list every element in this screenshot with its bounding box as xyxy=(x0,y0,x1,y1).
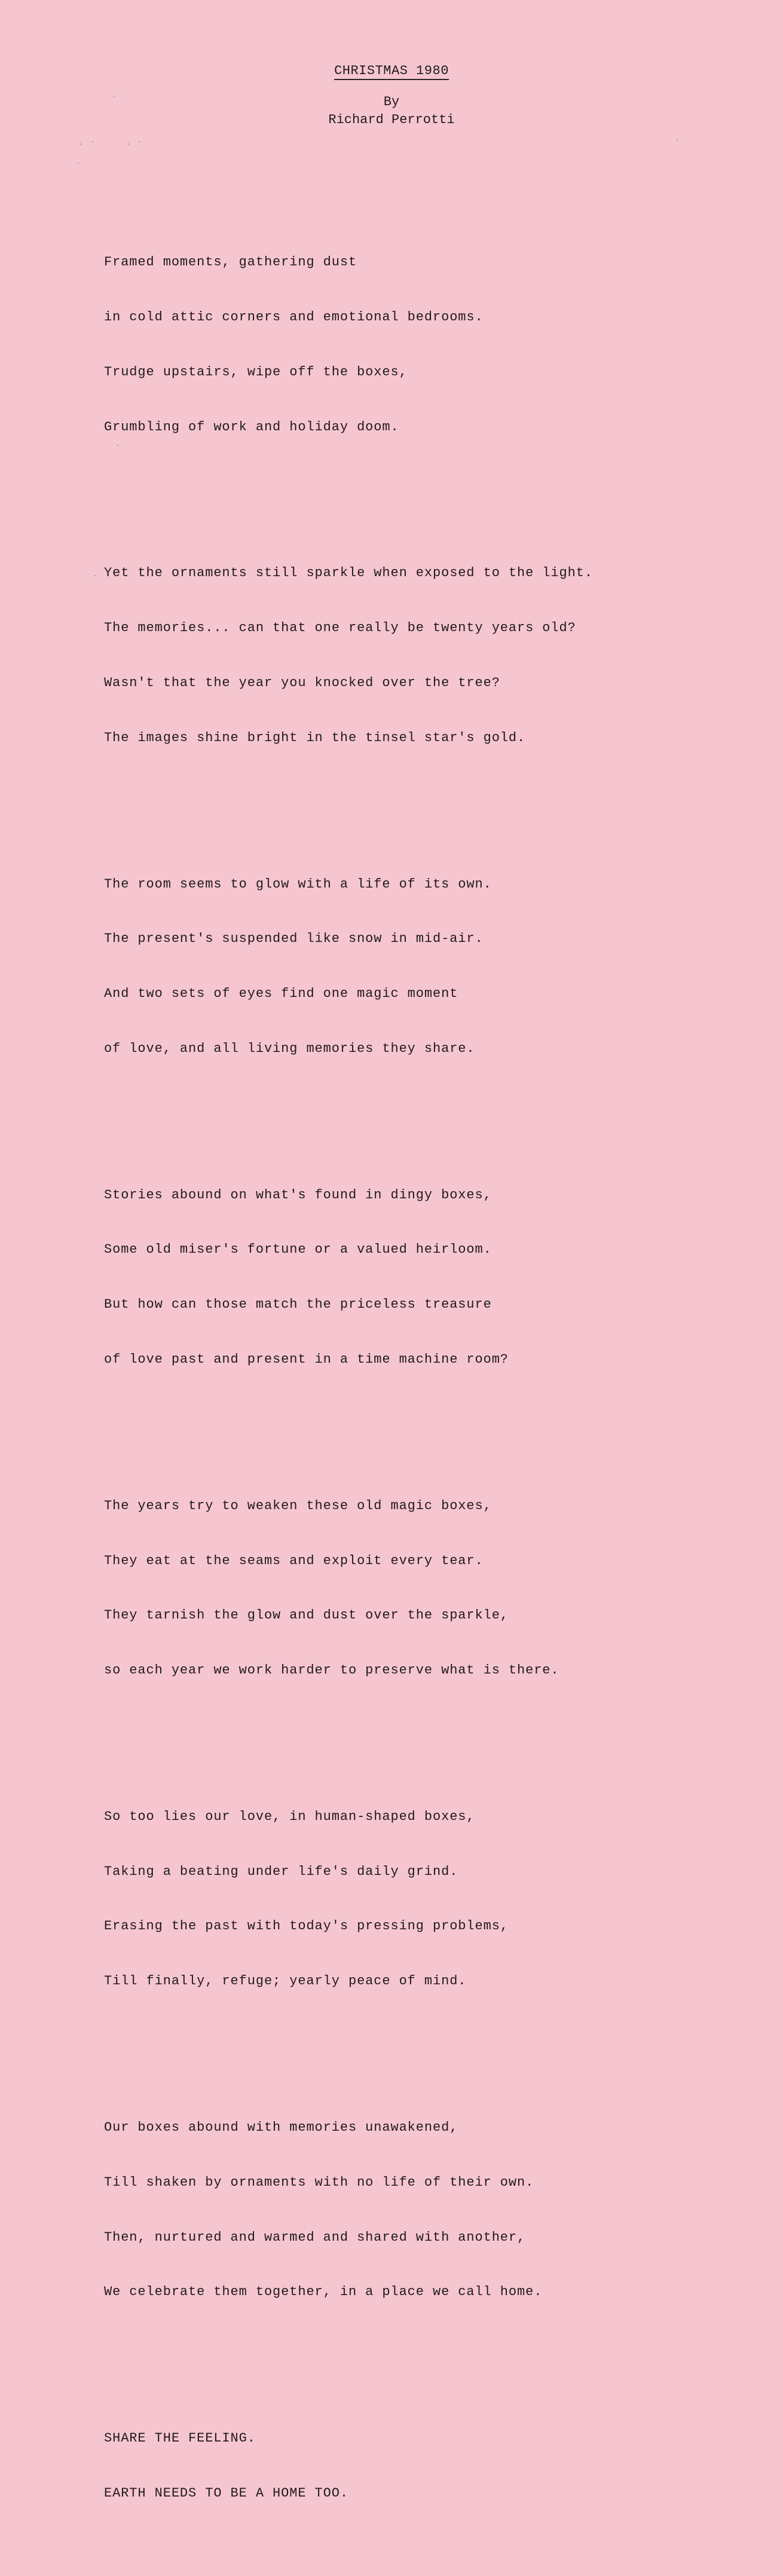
poem-line: Trudge upstairs, wipe off the boxes, xyxy=(104,364,408,380)
closing-line: EARTH NEEDS TO BE A HOME TOO. xyxy=(104,2485,348,2501)
poem-line: in cold attic corners and emotional bedrooms. xyxy=(104,310,484,325)
poem-line: Stories abound on what's found in dingy boxes, xyxy=(104,1187,492,1203)
stanza-3 xyxy=(104,839,593,1094)
paper-speck xyxy=(92,141,93,142)
poem-line: Erasing the past with today's pressing problems, xyxy=(104,1919,509,1934)
paper-speck xyxy=(94,575,96,576)
poem-line: Till finally, refuge; yearly peace of mind. xyxy=(104,1974,467,1989)
poem-body xyxy=(104,180,593,2576)
stanza-4 xyxy=(104,1149,593,1405)
poem-line: So too lies our love, in human-shaped boxes, xyxy=(104,1809,475,1824)
poem-line: of love past and present in a time machine room? xyxy=(104,1352,509,1367)
paper-speck xyxy=(78,163,79,164)
paper-speck xyxy=(80,143,81,145)
poem-line: Wasn't that the year you knocked over the tree? xyxy=(104,675,500,691)
closing-line: SHARE THE FEELING. xyxy=(104,2431,256,2446)
poem-line: Till shaken by ornaments with no life of their own. xyxy=(104,2174,534,2190)
paper-speck xyxy=(677,140,678,141)
poem-title xyxy=(0,63,783,80)
stanza-1 xyxy=(104,217,593,473)
paper-speck xyxy=(139,141,140,142)
stanza-5 xyxy=(104,1461,593,1717)
poem-title-text: CHRISTMAS 1980 xyxy=(334,63,449,80)
poem-line: of love, and all living memories they share. xyxy=(104,1041,475,1056)
poem-line: They eat at the seams and exploit every tear. xyxy=(104,1553,484,1568)
poem-line: Yet the ornaments still sparkle when exposed to the light. xyxy=(104,565,593,581)
poem-line: Our boxes abound with memories unawakened, xyxy=(104,2119,458,2135)
poem-line: Taking a beating under life's daily grind. xyxy=(104,1864,458,1879)
stanza-7 xyxy=(104,2082,593,2338)
poem-line: Some old miser's fortune or a valued heirloom. xyxy=(104,1242,492,1258)
poem-line: They tarnish the glow and dust over the sparkle, xyxy=(104,1608,509,1623)
closing-stanza xyxy=(104,2393,593,2540)
poem-line: Grumbling of work and holiday doom. xyxy=(104,419,399,435)
poem-line: The memories... can that one really be twenty years old? xyxy=(104,620,576,636)
byline xyxy=(0,93,783,129)
poem-line: The present's suspended like snow in mid-air. xyxy=(104,931,484,947)
poem-line: Framed moments, gathering dust xyxy=(104,255,357,270)
poem-line: The images shine bright in the tinsel star's gold. xyxy=(104,730,526,745)
poem-line: The years try to weaken these old magic boxes, xyxy=(104,1498,492,1513)
poem-line: But how can those match the priceless treasure xyxy=(104,1297,492,1313)
author-name: Richard Perrotti xyxy=(328,112,455,127)
paper-speck xyxy=(128,143,129,145)
poem-line: so each year we work harder to preserve what is there. xyxy=(104,1663,559,1678)
stanza-2 xyxy=(104,528,593,784)
poem-line: The room seems to glow with a life of its own. xyxy=(104,876,492,892)
paper-speck xyxy=(117,445,118,446)
stanza-6 xyxy=(104,1772,593,2027)
by-label: By xyxy=(383,94,400,109)
paper-speck xyxy=(114,96,115,97)
poem-line: And two sets of eyes find one magic moment xyxy=(104,986,458,1002)
poem-line: We celebrate them together, in a place we call home. xyxy=(104,2284,543,2300)
poem-line: Then, nurtured and warmed and shared with another, xyxy=(104,2229,526,2245)
